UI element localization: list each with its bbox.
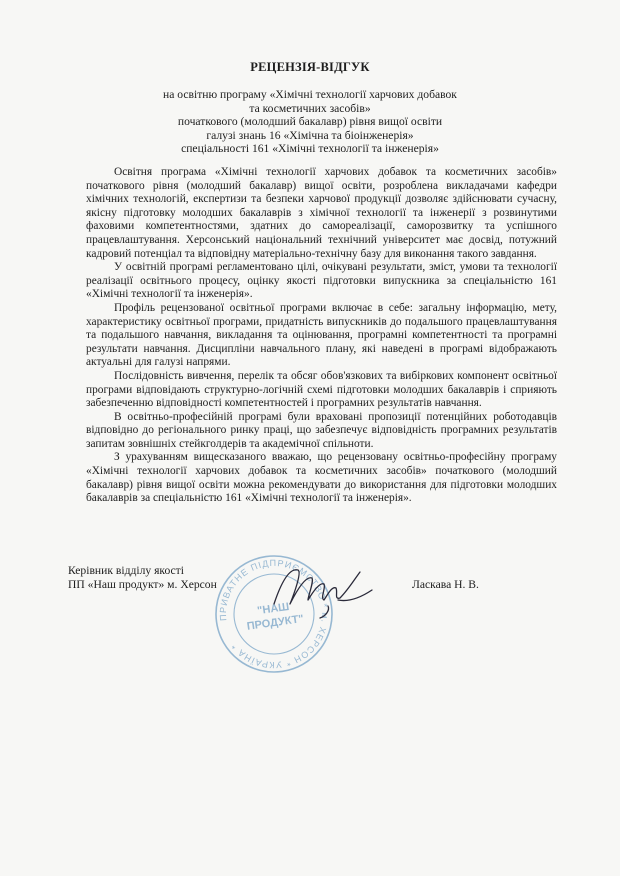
body-paragraph: Послідовність вивчення, перелік та обсяг обов'язкових та вибіркових компонент освітньої програми відповідають структурно-логічній схемі підготовки молодших бакалаврів і сприяють забезпеченню відповідності компетентностей і програмних результатів навчання. [86, 369, 557, 410]
document-title: РЕЦЕНЗІЯ-ВІДГУК [250, 60, 370, 74]
subtitle-line: початкового (молодший бакалавр) рівня вищої освіти [177, 115, 443, 129]
signature-role: Керівник відділу якості [68, 564, 184, 577]
stamp-center-line2: ПРОДУКТ" [246, 612, 305, 633]
body-paragraph: У освітній програмі регламентовано цілі, очікувані результати, зміст, умови та технології реалізації освітнього процесу, оцінку якості підготовки випускника за спеціальністю 161 «Хімічні технології та інженерія». [86, 261, 557, 301]
subtitle-line: спеціальності 161 «Хімічні технології та інженерія» [181, 142, 439, 156]
subtitle-line: на освітню програму «Хімічні технології харчових добавок [163, 88, 457, 101]
body-paragraph: З урахуванням вищесказаного вважаю, що рецензовану освітньо-професійну програму «Хімічні технології харчових добавок та косметичних засобів» початкового (молодший бакалавр) рівня вищої освіти можна рекомендувати до використання для підготовки молодших бакалаврів за спеціальністю 161 «Хімічні технології та інженерія». [86, 451, 557, 505]
signature-organization: ПП «Наш продукт» м. Херсон [68, 578, 217, 591]
handwritten-signature [268, 560, 378, 620]
body-paragraph: Освітня програма «Хімічні технології харчових добавок та косметичних засобів» початкового рівня (молодший бакалавр) вищої освіти, розроблена викладачами кафедри хімічних технологій, експертизи та безпеки харчової продукції дозволяє здійснювати сучасну, якісну підготовку молодших бакалаврів з хімічної технології та інженерії з розвинутими фаховими компетентностями, здатних до самореалізації, саморозвитку та успішного працевлаштування. Херсонський національний технічний університет має досвід, потужний кадровий потенціал та відповідну матеріально-технічну базу для виконання такого завдання. [86, 166, 557, 260]
subtitle-line: галузі знань 16 «Хімічна та біоінженерія» [206, 128, 414, 142]
stamp-ring-textpath: ПРИВАТНЕ ПІДПРИЄМСТВО * м. ХЕРСОН * УКРАЇНА * [217, 557, 331, 671]
body-paragraph: В освітньо-професійній програмі були враховані пропозиції потенційних роботодавців відповідно до регіонального ринку праці, що забезпечує відповідність програмних результатів запитам зовнішніх стейкголдерів та академічної спільноти. [86, 410, 557, 450]
signature-name: Ласкава Н. В. [412, 578, 479, 591]
stamp-center-line1: "НАШ [256, 600, 291, 618]
document-subtitle [100, 88, 520, 156]
document-body [86, 166, 557, 506]
body-paragraph: Профіль рецензованої освітньої програми включає в себе: загальну інформацію, мету, характеристику освітньої програми, придатність випускників до подальшого працевлаштування та подальшого навчання, викладання та оцінювання, програмні компетентності та програмні результати навчання. Дисципліни навчального плану, які наведені в програмі відображають актуальні для галузі напрями. [86, 301, 557, 369]
subtitle-line: та косметичних засобів» [249, 101, 371, 115]
